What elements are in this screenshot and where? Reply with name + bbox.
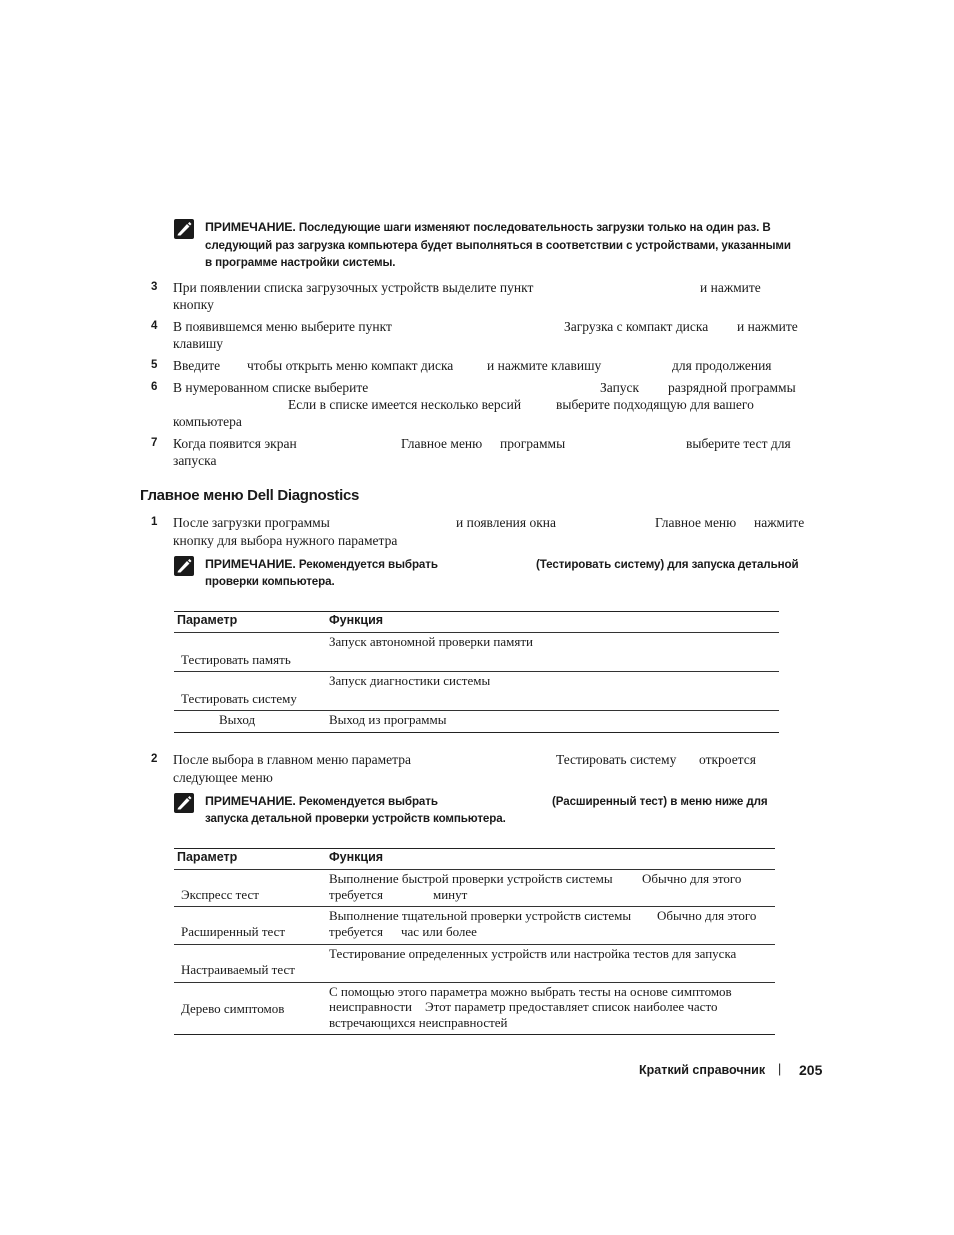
footer-separator: | [778, 1062, 782, 1076]
step-number: 5 [151, 359, 158, 371]
column-header: Параметр [177, 850, 238, 864]
table-rule [174, 611, 779, 612]
note-pencil-icon [174, 219, 194, 239]
note-pencil-icon [174, 556, 194, 576]
footer-title: Краткий справочник [639, 1063, 766, 1077]
note-label: ПРИМЕЧАНИЕ. [205, 794, 296, 808]
table-rule [174, 906, 775, 907]
table-rule [174, 848, 775, 849]
table-rule [174, 732, 779, 733]
step-number: 1 [151, 516, 158, 528]
table-cell-param: Выход [219, 712, 256, 727]
column-header: Функция [329, 850, 384, 864]
step-3-text: При появлении списка загрузочных устройств выделите пункт [173, 280, 534, 295]
table-cell-param: Тестировать систему [181, 691, 297, 706]
step-number: 4 [151, 320, 158, 332]
table-cell-param: Дерево симптомов [181, 1001, 285, 1016]
table-cell-param: Экспресс тест [181, 887, 259, 902]
table-cell-func: Выход из программы [329, 712, 447, 727]
note-2: ПРИМЕЧАНИЕ. Рекомендуется выбрать [205, 557, 438, 571]
table-rule [174, 671, 779, 672]
table-cell-param: Тестировать память [181, 652, 291, 667]
note-3: ПРИМЕЧАНИЕ. Рекомендуется выбрать [205, 794, 438, 808]
step-number: 2 [151, 753, 158, 765]
page-number: 205 [799, 1062, 823, 1078]
column-header: Функция [329, 613, 384, 627]
note-pencil-icon [174, 793, 194, 813]
table-rule [174, 982, 775, 983]
note-1: ПРИМЕЧАНИЕ. Последующие шаги изменяют последовательность загрузки только на один раз. В следующий раз загрузка компьютера будет выполняться в соответствии с устройствами, указанными в программе настройки системы. [205, 220, 791, 269]
column-header: Параметр [177, 613, 238, 627]
step-number: 3 [151, 281, 158, 293]
section-heading: Главное меню Dell Diagnostics [140, 487, 360, 504]
table-rule [174, 944, 775, 945]
step-number: 7 [151, 437, 158, 449]
note-label: ПРИМЕЧАНИЕ. [205, 557, 296, 571]
table-cell-func: Запуск автономной проверки памяти [329, 634, 533, 649]
table-cell-func: Запуск диагностики системы [329, 673, 491, 688]
table-rule [174, 869, 775, 870]
table-rule [174, 710, 779, 711]
table-cell-param: Настраиваемый тест [181, 962, 295, 977]
note-label: ПРИМЕЧАНИЕ. [205, 220, 296, 234]
table-rule [174, 632, 779, 633]
table-cell-param: Расширенный тест [181, 924, 286, 939]
step-number: 6 [151, 381, 158, 393]
table-rule [174, 1034, 775, 1035]
